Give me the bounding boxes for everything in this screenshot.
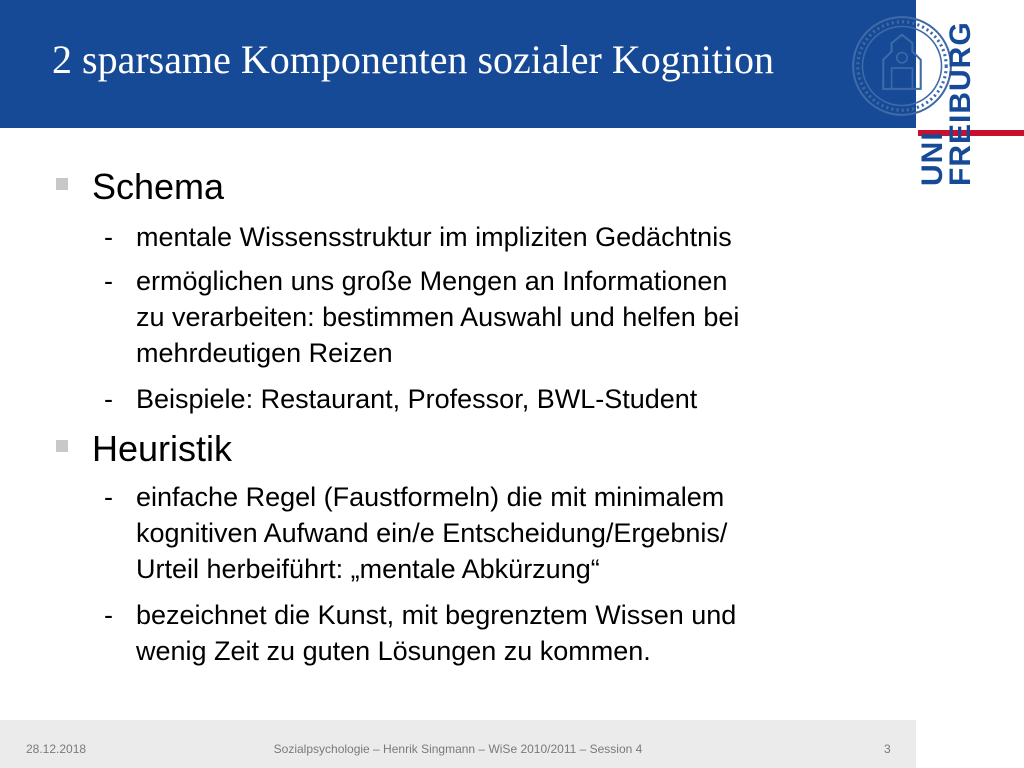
header-bar [0,0,916,128]
item-line: bezeichnet die Kunst, mit begrenztem Wissen und [136,600,737,630]
section-bullet-icon [56,440,68,452]
item-dash: - [104,482,113,512]
slide-title: 2 sparsame Komponenten sozialer Kognition [52,37,775,82]
item-line: Beispiele: Restaurant, Professor, BWL-Student [136,384,698,414]
item-line: einfache Regel (Faustformeln) die mit minimalem [136,482,725,512]
item-line: zu verarbeiten: bestimmen Auswahl und helfen bei [136,302,740,332]
logo-freiburg-text: FREIBURG [944,21,977,186]
section-bullet-icon [56,178,68,190]
item-dash: - [104,222,113,252]
footer-page-number: 3 [884,742,891,756]
logo-red-bar-extension [972,130,1024,136]
item-line: wenig Zeit zu guten Lösungen zu kommen. [136,636,651,666]
item-line: ermöglichen uns große Mengen an Informationen [136,266,728,296]
university-logo [916,21,977,190]
item-line: mentale Wissensstruktur im impliziten Gedächtnis [136,222,732,252]
item-dash: - [104,384,113,414]
item-line: mehrdeutigen Reizen [136,338,393,368]
logo-uni-text: UNI [916,131,949,186]
item-line: kognitiven Aufwand ein/e Entscheidung/Ergebnis/ [136,518,728,548]
item-dash: - [104,266,113,296]
section-heading: Heuristik [92,428,233,469]
section-heading: Schema [92,166,225,207]
item-line: Urteil herbeiführt: „mentale Abkürzung“ [136,554,600,584]
footer-date: 28.12.2018 [26,742,87,756]
item-dash: - [104,600,113,630]
footer-course-info: Sozialpsychologie – Henrik Singmann – WiSe 2010/2011 – Session 4 [273,742,643,756]
